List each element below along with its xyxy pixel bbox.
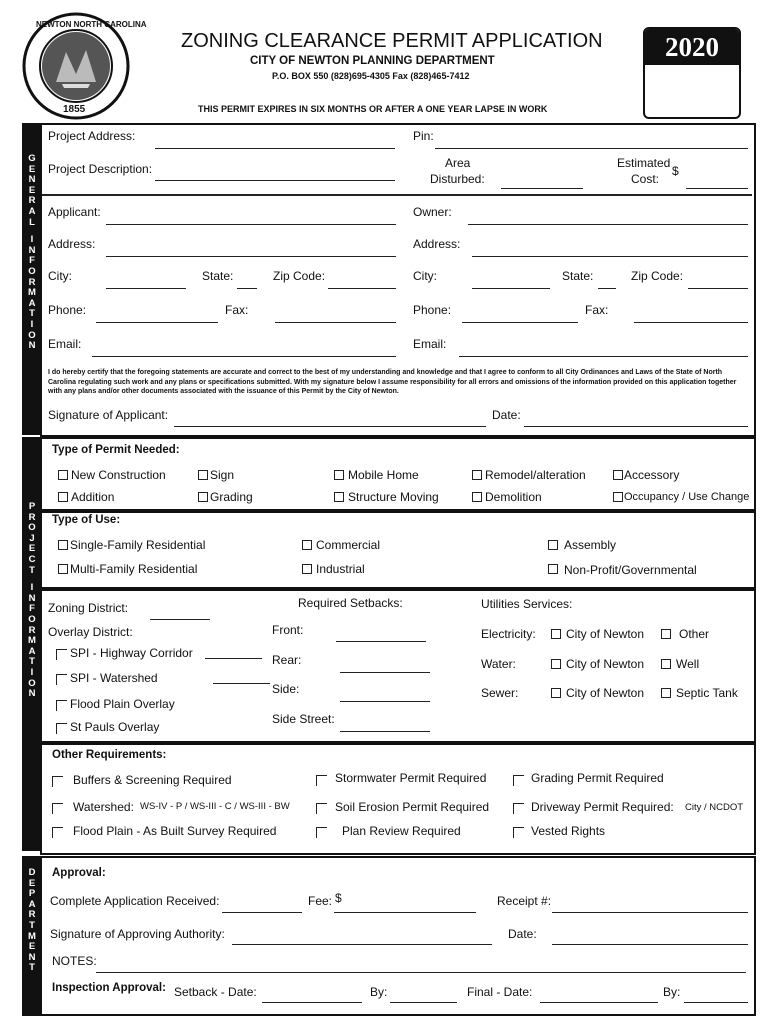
applicant-city-label: City: [48,269,72,283]
industrial-label: Industrial [316,562,365,576]
flood-plain-overlay-label: Flood Plain Overlay [70,697,175,711]
driveway-checkbox[interactable] [513,803,524,814]
sign-checkbox[interactable] [198,470,208,480]
applicant-email-label: Email: [48,337,82,351]
owner-zip-label: Zip Code: [631,269,684,283]
watershed-types: WS-IV - P / WS-III - C / WS-III - BW [140,801,290,812]
project-address-field[interactable] [155,148,395,149]
grading-permit-checkbox[interactable] [513,775,524,786]
seal-text: NEWTON NORTH CAROLINA [36,20,147,29]
mobile-home-checkbox[interactable] [334,470,344,480]
utilities-label: Utilities Services: [481,597,573,611]
sewer-city-checkbox[interactable] [551,688,561,698]
remodel-label: Remodel/alteration [485,468,586,482]
stormwater-checkbox[interactable] [316,775,327,786]
owner-state-field[interactable] [598,288,616,289]
flood-plain-overlay-checkbox[interactable] [56,700,67,711]
driveway-label: Driveway Permit Required: [531,800,674,814]
applicant-zip-field[interactable] [328,288,396,289]
approval-date-label: Date: [508,927,537,941]
applicant-date-label: Date: [492,408,521,422]
rear-label: Rear: [272,653,302,667]
sewer-label: Sewer: [481,686,519,700]
spi-highway-label: SPI - Highway Corridor [70,646,193,660]
owner-city-label: City: [413,269,437,283]
owner-fax-field[interactable] [634,322,748,323]
flood-plain-survey-label: Flood Plain - As Built Survey Required [73,824,277,838]
cost-label: Cost: [631,172,660,186]
general-divider [42,194,752,196]
inspection-approval-label: Inspection Approval: [52,982,166,994]
approving-signature-label: Signature of Approving Authority: [50,927,225,941]
year-box [643,27,741,119]
zoning-district-field[interactable] [150,619,210,620]
applicant-city-field[interactable] [106,288,186,289]
watershed-checkbox[interactable] [52,803,63,814]
stormwater-label: Stormwater Permit Required [335,771,487,785]
contact-info: P.O. BOX 550 (828)695-4305 Fax (828)465-7412 [272,71,470,81]
electricity-city-checkbox[interactable] [551,629,561,639]
electricity-city-label: City of Newton [566,627,645,641]
side-street-field[interactable] [340,731,430,732]
general-section-label: G E N E R A L I N F O R M A T I O N [28,153,36,352]
notes-label: NOTES: [52,954,97,968]
spi-watershed-field[interactable] [213,683,270,684]
grading-label: Grading [210,490,253,504]
owner-field[interactable] [468,224,748,225]
owner-fax-label: Fax: [585,303,609,317]
complete-application-field[interactable] [222,912,302,913]
area-label: Area [445,156,471,170]
vested-rights-checkbox[interactable] [513,827,524,838]
st-pauls-checkbox[interactable] [56,723,67,734]
approving-signature-field[interactable] [232,944,492,945]
st-pauls-label: St Pauls Overlay [70,720,160,734]
overlay-district-label: Overlay District: [48,625,133,639]
other-requirements-heading: Other Requirements: [52,749,167,761]
spi-highway-checkbox[interactable] [56,649,67,660]
form-title: ZONING CLEARANCE PERMIT APPLICATION [181,30,603,52]
remodel-checkbox[interactable] [472,470,482,480]
occupancy-label: Occupancy / Use Change [624,491,750,503]
water-city-label: City of Newton [566,657,645,671]
applicant-fax-field[interactable] [275,322,396,323]
project-description-label: Project Description: [48,162,153,176]
final-date-field[interactable] [540,1002,658,1003]
applicant-label: Applicant: [48,205,101,219]
multi-family-checkbox[interactable] [58,564,68,574]
fee-label: Fee: [308,894,333,908]
use-type-heading: Type of Use: [52,514,121,526]
commercial-checkbox[interactable] [302,540,312,550]
owner-address-field[interactable] [472,256,748,257]
zoning-district-label: Zoning District: [48,601,129,615]
owner-email-label: Email: [413,337,447,351]
sign-label: Sign [210,468,235,482]
water-well-checkbox[interactable] [661,659,671,669]
soil-erosion-label: Soil Erosion Permit Required [335,800,490,814]
applicant-signature-label: Signature of Applicant: [48,408,169,422]
final-by-label: By: [663,985,681,999]
electricity-label: Electricity: [481,627,536,641]
buffers-label: Buffers & Screening Required [73,773,232,787]
sewer-city-label: City of Newton [566,686,645,700]
owner-label: Owner: [413,205,452,219]
applicant-phone-label: Phone: [48,303,87,317]
demolition-label: Demolition [485,490,542,504]
flood-plain-survey-checkbox[interactable] [52,827,63,838]
approval-date-field[interactable] [552,944,748,945]
expiry-notice: THIS PERMIT EXPIRES IN SIX MONTHS OR AFTER A ONE YEAR LAPSE IN WORK [198,104,548,114]
new-construction-label: New Construction [71,468,166,482]
occupancy-checkbox[interactable] [613,492,623,502]
setback-by-label: By: [370,985,388,999]
owner-state-label: State: [562,269,594,283]
setback-date-field[interactable] [262,1002,362,1003]
electricity-other-label: Other [679,627,710,641]
vested-rights-label: Vested Rights [531,824,606,838]
applicant-date-field[interactable] [524,426,748,427]
owner-phone-field[interactable] [462,322,578,323]
applicant-zip-label: Zip Code: [273,269,326,283]
water-label: Water: [481,657,516,671]
complete-application-label: Complete Application Received: [50,894,220,908]
department-section-label: D E P A R T M E N T [28,867,36,974]
multi-family-label: Multi-Family Residential [70,562,198,576]
applicant-field[interactable] [106,224,396,225]
electricity-other-checkbox[interactable] [661,629,671,639]
applicant-signature-field[interactable] [174,426,486,427]
watershed-label: Watershed: [73,800,134,814]
buffers-checkbox[interactable] [52,776,63,787]
structure-moving-label: Structure Moving [348,490,439,504]
disturbed-label: Disturbed: [430,172,485,186]
sewer-septic-checkbox[interactable] [661,688,671,698]
rear-field[interactable] [340,672,430,673]
owner-email-field[interactable] [459,356,748,357]
assembly-checkbox[interactable] [548,540,558,550]
approval-heading: Approval: [52,867,106,879]
applicant-email-field[interactable] [92,356,396,357]
industrial-checkbox[interactable] [302,564,312,574]
estimated-cost-field[interactable] [686,188,748,189]
mobile-home-label: Mobile Home [348,468,419,482]
applicant-phone-field[interactable] [96,322,218,323]
city-seal [22,12,147,120]
front-label: Front: [272,623,304,637]
non-profit-checkbox[interactable] [548,564,558,574]
assembly-label: Assembly [564,538,617,552]
applicant-fax-label: Fax: [225,303,249,317]
side-street-label: Side Street: [272,712,335,726]
setback-date-label: Setback - Date: [174,985,257,999]
sewer-septic-label: Septic Tank [676,686,738,700]
certification-text: I do hereby certify that the foregoing statements are accurate and correct to the best of my understanding and knowledge and that I agree to conform to all City Ordinances and Laws of the State of North Carolina regulating such work and any plans or specifications submitted. With my signature below I assume responsibility for all errors and omissions of the information provided on this application together with any plans and/or other documents associated with the issuance of this Permit by the City of Newton. [48,369,737,395]
spi-highway-field[interactable] [205,658,262,659]
year-label: 2020 [645,29,739,65]
single-family-label: Single-Family Residential [70,538,206,552]
commercial-label: Commercial [316,538,381,552]
single-family-checkbox[interactable] [58,540,68,550]
side-field[interactable] [340,701,430,702]
front-field[interactable] [336,641,426,642]
receipt-label: Receipt #: [497,894,552,908]
project-address-label: Project Address: [48,129,136,143]
plan-review-label: Plan Review Required [342,824,461,838]
water-well-label: Well [676,657,700,671]
applicant-address-field[interactable] [106,256,396,257]
applicant-address-label: Address: [48,237,96,251]
soil-erosion-checkbox[interactable] [316,803,327,814]
notes-field[interactable] [96,972,746,973]
project-section-label: P R O J E C T I N F O R M A T I O N [28,501,36,700]
plan-review-checkbox[interactable] [316,827,327,838]
demolition-checkbox[interactable] [472,492,482,502]
receipt-field[interactable] [552,912,748,913]
accessory-checkbox[interactable] [613,470,623,480]
fee-field[interactable] [334,912,476,913]
estimated-label: Estimated [617,156,671,170]
non-profit-label: Non-Profit/Governmental [564,563,697,577]
addition-label: Addition [71,490,115,504]
final-date-label: Final - Date: [467,985,533,999]
addition-checkbox[interactable] [58,492,68,502]
accessory-label: Accessory [624,468,680,482]
area-disturbed-field[interactable] [501,188,583,189]
applicant-state-field[interactable] [237,288,257,289]
owner-zip-field[interactable] [688,288,748,289]
structure-moving-checkbox[interactable] [334,492,344,502]
department-name: CITY OF NEWTON PLANNING DEPARTMENT [250,55,495,67]
pin-label: Pin: [413,129,434,143]
fee-dollar: $ [335,891,342,905]
seal-year: 1855 [63,104,86,115]
permit-type-heading: Type of Permit Needed: [52,444,180,456]
setbacks-label: Required Setbacks: [298,596,403,610]
cost-dollar: $ [672,164,679,178]
final-by-field[interactable] [684,1002,748,1003]
applicant-state-label: State: [202,269,234,283]
owner-address-label: Address: [413,237,461,251]
water-city-checkbox[interactable] [551,659,561,669]
pin-field[interactable] [435,148,748,149]
setback-by-field[interactable] [390,1002,457,1003]
side-label: Side: [272,682,300,696]
project-description-field[interactable] [155,180,395,181]
owner-phone-label: Phone: [413,303,452,317]
new-construction-checkbox[interactable] [58,470,68,480]
grading-checkbox[interactable] [198,492,208,502]
driveway-types: City / NCDOT [685,802,744,813]
spi-watershed-checkbox[interactable] [56,674,67,685]
owner-city-field[interactable] [472,288,550,289]
grading-permit-label: Grading Permit Required [531,771,664,785]
spi-watershed-label: SPI - Watershed [70,671,158,685]
